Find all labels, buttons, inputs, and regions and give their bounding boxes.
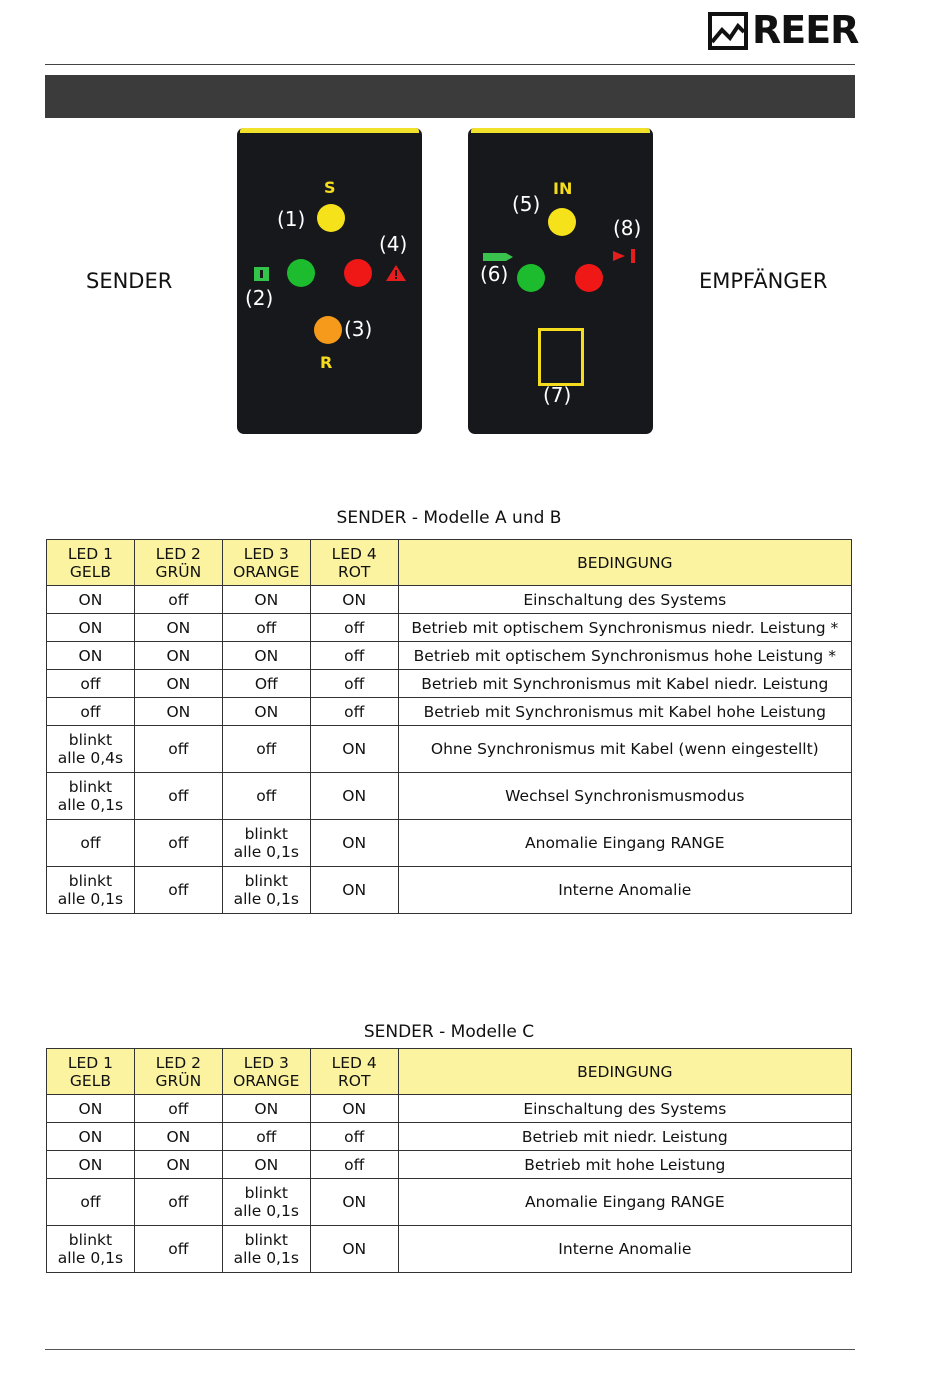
led-6-green bbox=[517, 264, 545, 292]
led-state-cell: ON bbox=[134, 1151, 222, 1179]
table-c-caption: SENDER - Modelle C bbox=[363, 1022, 535, 1042]
table-row bbox=[47, 698, 852, 726]
reer-logo-icon bbox=[708, 12, 748, 50]
table-row bbox=[47, 1095, 852, 1123]
led-state-cell: off bbox=[134, 586, 222, 614]
led-state-cell: ON bbox=[134, 698, 222, 726]
table-c bbox=[46, 1048, 852, 1273]
led-state-cell: off bbox=[222, 1123, 310, 1151]
led-state-cell: off bbox=[134, 1095, 222, 1123]
warning-triangle-icon bbox=[385, 264, 407, 282]
label-1: (1) bbox=[277, 207, 306, 231]
receiver-panel bbox=[468, 128, 653, 434]
header-cell: LED 4 ROT bbox=[310, 540, 398, 586]
led-state-cell: ON bbox=[310, 726, 398, 773]
condition-cell: Betrieb mit optischem Synchronismus hohe Leistung * bbox=[398, 642, 851, 670]
led-state-cell: ON bbox=[222, 586, 310, 614]
table-row bbox=[47, 820, 852, 867]
led-state-cell: off bbox=[134, 726, 222, 773]
led-state-cell: off bbox=[47, 820, 135, 867]
led-state-cell: off bbox=[310, 670, 398, 698]
header-cell: BEDINGUNG bbox=[398, 1049, 851, 1095]
display-window-7 bbox=[538, 328, 584, 386]
header-cell: LED 1 GELB bbox=[47, 1049, 135, 1095]
led-state-cell: off bbox=[310, 1123, 398, 1151]
label-2: (2) bbox=[245, 286, 274, 310]
sender-letter-s: S bbox=[324, 178, 336, 197]
led-state-cell: blinkt alle 0,1s bbox=[222, 1226, 310, 1273]
led-state-cell: ON bbox=[310, 867, 398, 914]
table-ab-body bbox=[47, 586, 852, 914]
table-row bbox=[47, 670, 852, 698]
led-state-cell: blinkt alle 0,1s bbox=[222, 1179, 310, 1226]
table-ab-caption: SENDER - Modelle A und B bbox=[336, 508, 562, 528]
led-state-cell: ON bbox=[310, 1095, 398, 1123]
led-state-cell: blinkt alle 0,1s bbox=[47, 867, 135, 914]
condition-cell: Anomalie Eingang RANGE bbox=[398, 1179, 851, 1226]
table-row bbox=[47, 726, 852, 773]
led-state-cell: ON bbox=[47, 1151, 135, 1179]
header-cell: BEDINGUNG bbox=[398, 540, 851, 586]
sender-panel bbox=[237, 128, 422, 434]
led-state-cell: off bbox=[134, 820, 222, 867]
led-red bbox=[575, 264, 603, 292]
led-state-cell: off bbox=[47, 670, 135, 698]
table-row bbox=[47, 614, 852, 642]
condition-cell: Betrieb mit Synchronismus mit Kabel hohe Leistung bbox=[398, 698, 851, 726]
led-3-orange bbox=[314, 316, 342, 344]
brand-name: REER bbox=[752, 8, 859, 52]
label-7: (7) bbox=[543, 383, 572, 407]
led-state-cell: blinkt alle 0,4s bbox=[47, 726, 135, 773]
led-state-cell: blinkt alle 0,1s bbox=[47, 773, 135, 820]
led-state-cell: ON bbox=[222, 1095, 310, 1123]
title-bar bbox=[45, 75, 855, 118]
table-row bbox=[47, 867, 852, 914]
led-state-cell: ON bbox=[310, 1226, 398, 1273]
label-6: (6) bbox=[480, 262, 509, 286]
led-state-cell: blinkt alle 0,1s bbox=[47, 1226, 135, 1273]
table-row bbox=[47, 642, 852, 670]
led-state-cell: ON bbox=[222, 698, 310, 726]
led-state-cell: off bbox=[222, 614, 310, 642]
led-state-cell: ON bbox=[47, 614, 135, 642]
receiver-letter-in: IN bbox=[553, 179, 573, 198]
header-cell: LED 2 GRÜN bbox=[134, 1049, 222, 1095]
led-state-cell: ON bbox=[47, 642, 135, 670]
top-rule bbox=[45, 64, 855, 65]
panel-top-strip bbox=[240, 128, 419, 133]
reer-logo bbox=[708, 8, 859, 54]
led-state-cell: ON bbox=[134, 614, 222, 642]
table-row bbox=[47, 1179, 852, 1226]
led-state-cell: ON bbox=[222, 1151, 310, 1179]
led-1-yellow bbox=[317, 204, 345, 232]
led-state-cell: off bbox=[310, 642, 398, 670]
sender-label: SENDER bbox=[86, 269, 173, 293]
led-state-cell: off bbox=[134, 1226, 222, 1273]
table-ab bbox=[46, 539, 852, 914]
led-state-cell: ON bbox=[134, 642, 222, 670]
led-state-cell: Off bbox=[222, 670, 310, 698]
condition-cell: Wechsel Synchronismusmodus bbox=[398, 773, 851, 820]
bottom-rule bbox=[45, 1349, 855, 1350]
table-row bbox=[47, 586, 852, 614]
led-state-cell: blinkt alle 0,1s bbox=[222, 820, 310, 867]
label-8: (8) bbox=[613, 216, 642, 240]
receiver-label: EMPFÄNGER bbox=[699, 269, 828, 293]
led-state-cell: off bbox=[134, 1179, 222, 1226]
led-state-cell: ON bbox=[47, 586, 135, 614]
header-cell: LED 3 ORANGE bbox=[222, 540, 310, 586]
header-cell: LED 3 ORANGE bbox=[222, 1049, 310, 1095]
led-5-yellow bbox=[548, 208, 576, 236]
sender-letter-r: R bbox=[320, 353, 333, 372]
led-state-cell: ON bbox=[134, 1123, 222, 1151]
condition-cell: Betrieb mit Synchronismus mit Kabel niedr. Leistung bbox=[398, 670, 851, 698]
condition-cell: Interne Anomalie bbox=[398, 1226, 851, 1273]
header-cell: LED 4 ROT bbox=[310, 1049, 398, 1095]
condition-cell: Einschaltung des Systems bbox=[398, 1095, 851, 1123]
condition-cell: Einschaltung des Systems bbox=[398, 586, 851, 614]
table-row bbox=[47, 1226, 852, 1273]
condition-cell: Betrieb mit hohe Leistung bbox=[398, 1151, 851, 1179]
table-row bbox=[47, 1151, 852, 1179]
table-row bbox=[47, 773, 852, 820]
green-square-icon bbox=[253, 266, 271, 282]
led-state-cell: off bbox=[310, 698, 398, 726]
header-cell: LED 2 GRÜN bbox=[134, 540, 222, 586]
header-row bbox=[47, 540, 852, 586]
led-state-cell: off bbox=[310, 1151, 398, 1179]
led-state-cell: off bbox=[47, 698, 135, 726]
table-c-head bbox=[47, 1049, 852, 1095]
table-ab-head bbox=[47, 540, 852, 586]
led-state-cell: ON bbox=[310, 820, 398, 867]
led-state-cell: off bbox=[222, 726, 310, 773]
led-state-cell: off bbox=[47, 1179, 135, 1226]
condition-cell: Interne Anomalie bbox=[398, 867, 851, 914]
condition-cell: Anomalie Eingang RANGE bbox=[398, 820, 851, 867]
table-c-body bbox=[47, 1095, 852, 1273]
led-state-cell: ON bbox=[310, 586, 398, 614]
header-row bbox=[47, 1049, 852, 1095]
red-arrow-icon bbox=[611, 248, 641, 264]
header-cell: LED 1 GELB bbox=[47, 540, 135, 586]
table-row bbox=[47, 1123, 852, 1151]
label-4: (4) bbox=[379, 232, 408, 256]
led-2-green bbox=[287, 259, 315, 287]
led-state-cell: ON bbox=[310, 1179, 398, 1226]
led-state-cell: off bbox=[134, 867, 222, 914]
led-state-cell: off bbox=[310, 614, 398, 642]
led-state-cell: ON bbox=[310, 773, 398, 820]
condition-cell: Betrieb mit niedr. Leistung bbox=[398, 1123, 851, 1151]
condition-cell: Ohne Synchronismus mit Kabel (wenn eingestellt) bbox=[398, 726, 851, 773]
led-state-cell: off bbox=[134, 773, 222, 820]
led-state-cell: off bbox=[222, 773, 310, 820]
led-state-cell: ON bbox=[47, 1095, 135, 1123]
led-state-cell: blinkt alle 0,1s bbox=[222, 867, 310, 914]
panel-top-strip bbox=[471, 128, 650, 133]
label-3: (3) bbox=[344, 317, 373, 341]
label-5: (5) bbox=[512, 192, 541, 216]
led-state-cell: ON bbox=[134, 670, 222, 698]
led-state-cell: ON bbox=[222, 642, 310, 670]
led-state-cell: ON bbox=[47, 1123, 135, 1151]
led-4-red bbox=[344, 259, 372, 287]
condition-cell: Betrieb mit optischem Synchronismus niedr. Leistung * bbox=[398, 614, 851, 642]
